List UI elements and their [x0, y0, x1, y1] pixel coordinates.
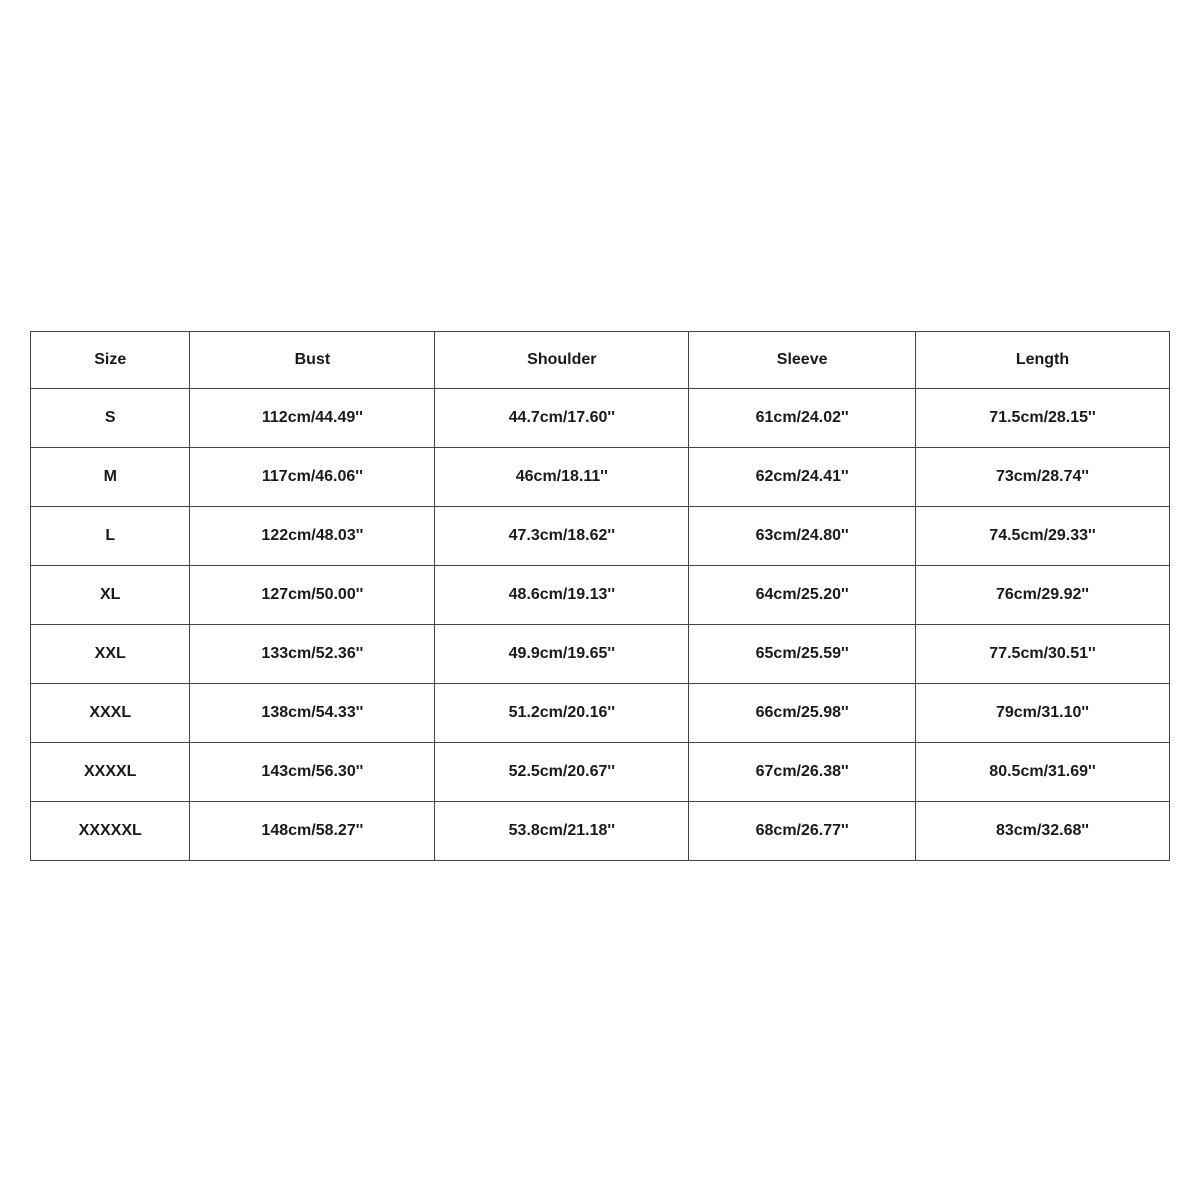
- measurement-cell: 61cm/24.02'': [689, 389, 916, 448]
- measurement-cell: 64cm/25.20'': [689, 566, 916, 625]
- size-cell: XL: [31, 566, 190, 625]
- column-header-sleeve: Sleeve: [689, 332, 916, 389]
- size-cell: M: [31, 448, 190, 507]
- column-header-size: Size: [31, 332, 190, 389]
- measurement-cell: 52.5cm/20.67'': [435, 743, 689, 802]
- measurement-cell: 67cm/26.38'': [689, 743, 916, 802]
- measurement-cell: 62cm/24.41'': [689, 448, 916, 507]
- measurement-cell: 53.8cm/21.18'': [435, 802, 689, 861]
- table-row: [31, 625, 1170, 684]
- measurement-cell: 77.5cm/30.51'': [915, 625, 1169, 684]
- size-chart-header: [31, 332, 1170, 389]
- header-row: [31, 332, 1170, 389]
- size-cell: XXXXL: [31, 743, 190, 802]
- measurement-cell: 80.5cm/31.69'': [915, 743, 1169, 802]
- measurement-cell: 143cm/56.30'': [190, 743, 435, 802]
- measurement-cell: 117cm/46.06'': [190, 448, 435, 507]
- measurement-cell: 51.2cm/20.16'': [435, 684, 689, 743]
- table-row: [31, 566, 1170, 625]
- measurement-cell: 46cm/18.11'': [435, 448, 689, 507]
- size-chart-table: [30, 331, 1170, 861]
- table-row: [31, 743, 1170, 802]
- measurement-cell: 73cm/28.74'': [915, 448, 1169, 507]
- table-row: [31, 802, 1170, 861]
- measurement-cell: 49.9cm/19.65'': [435, 625, 689, 684]
- measurement-cell: 148cm/58.27'': [190, 802, 435, 861]
- measurement-cell: 83cm/32.68'': [915, 802, 1169, 861]
- table-row: [31, 448, 1170, 507]
- column-header-shoulder: Shoulder: [435, 332, 689, 389]
- measurement-cell: 68cm/26.77'': [689, 802, 916, 861]
- measurement-cell: 79cm/31.10'': [915, 684, 1169, 743]
- measurement-cell: 44.7cm/17.60'': [435, 389, 689, 448]
- measurement-cell: 65cm/25.59'': [689, 625, 916, 684]
- measurement-cell: 74.5cm/29.33'': [915, 507, 1169, 566]
- measurement-cell: 47.3cm/18.62'': [435, 507, 689, 566]
- size-cell: XXXXXL: [31, 802, 190, 861]
- measurement-cell: 133cm/52.36'': [190, 625, 435, 684]
- measurement-cell: 63cm/24.80'': [689, 507, 916, 566]
- size-cell: L: [31, 507, 190, 566]
- measurement-cell: 122cm/48.03'': [190, 507, 435, 566]
- measurement-cell: 48.6cm/19.13'': [435, 566, 689, 625]
- size-cell: S: [31, 389, 190, 448]
- measurement-cell: 138cm/54.33'': [190, 684, 435, 743]
- measurement-cell: 112cm/44.49'': [190, 389, 435, 448]
- size-cell: XXL: [31, 625, 190, 684]
- measurement-cell: 127cm/50.00'': [190, 566, 435, 625]
- column-header-length: Length: [915, 332, 1169, 389]
- size-chart-body: [31, 389, 1170, 861]
- column-header-bust: Bust: [190, 332, 435, 389]
- measurement-cell: 76cm/29.92'': [915, 566, 1169, 625]
- size-cell: XXXL: [31, 684, 190, 743]
- table-row: [31, 507, 1170, 566]
- measurement-cell: 71.5cm/28.15'': [915, 389, 1169, 448]
- table-row: [31, 684, 1170, 743]
- measurement-cell: 66cm/25.98'': [689, 684, 916, 743]
- size-chart-container: [30, 331, 1170, 861]
- table-row: [31, 389, 1170, 448]
